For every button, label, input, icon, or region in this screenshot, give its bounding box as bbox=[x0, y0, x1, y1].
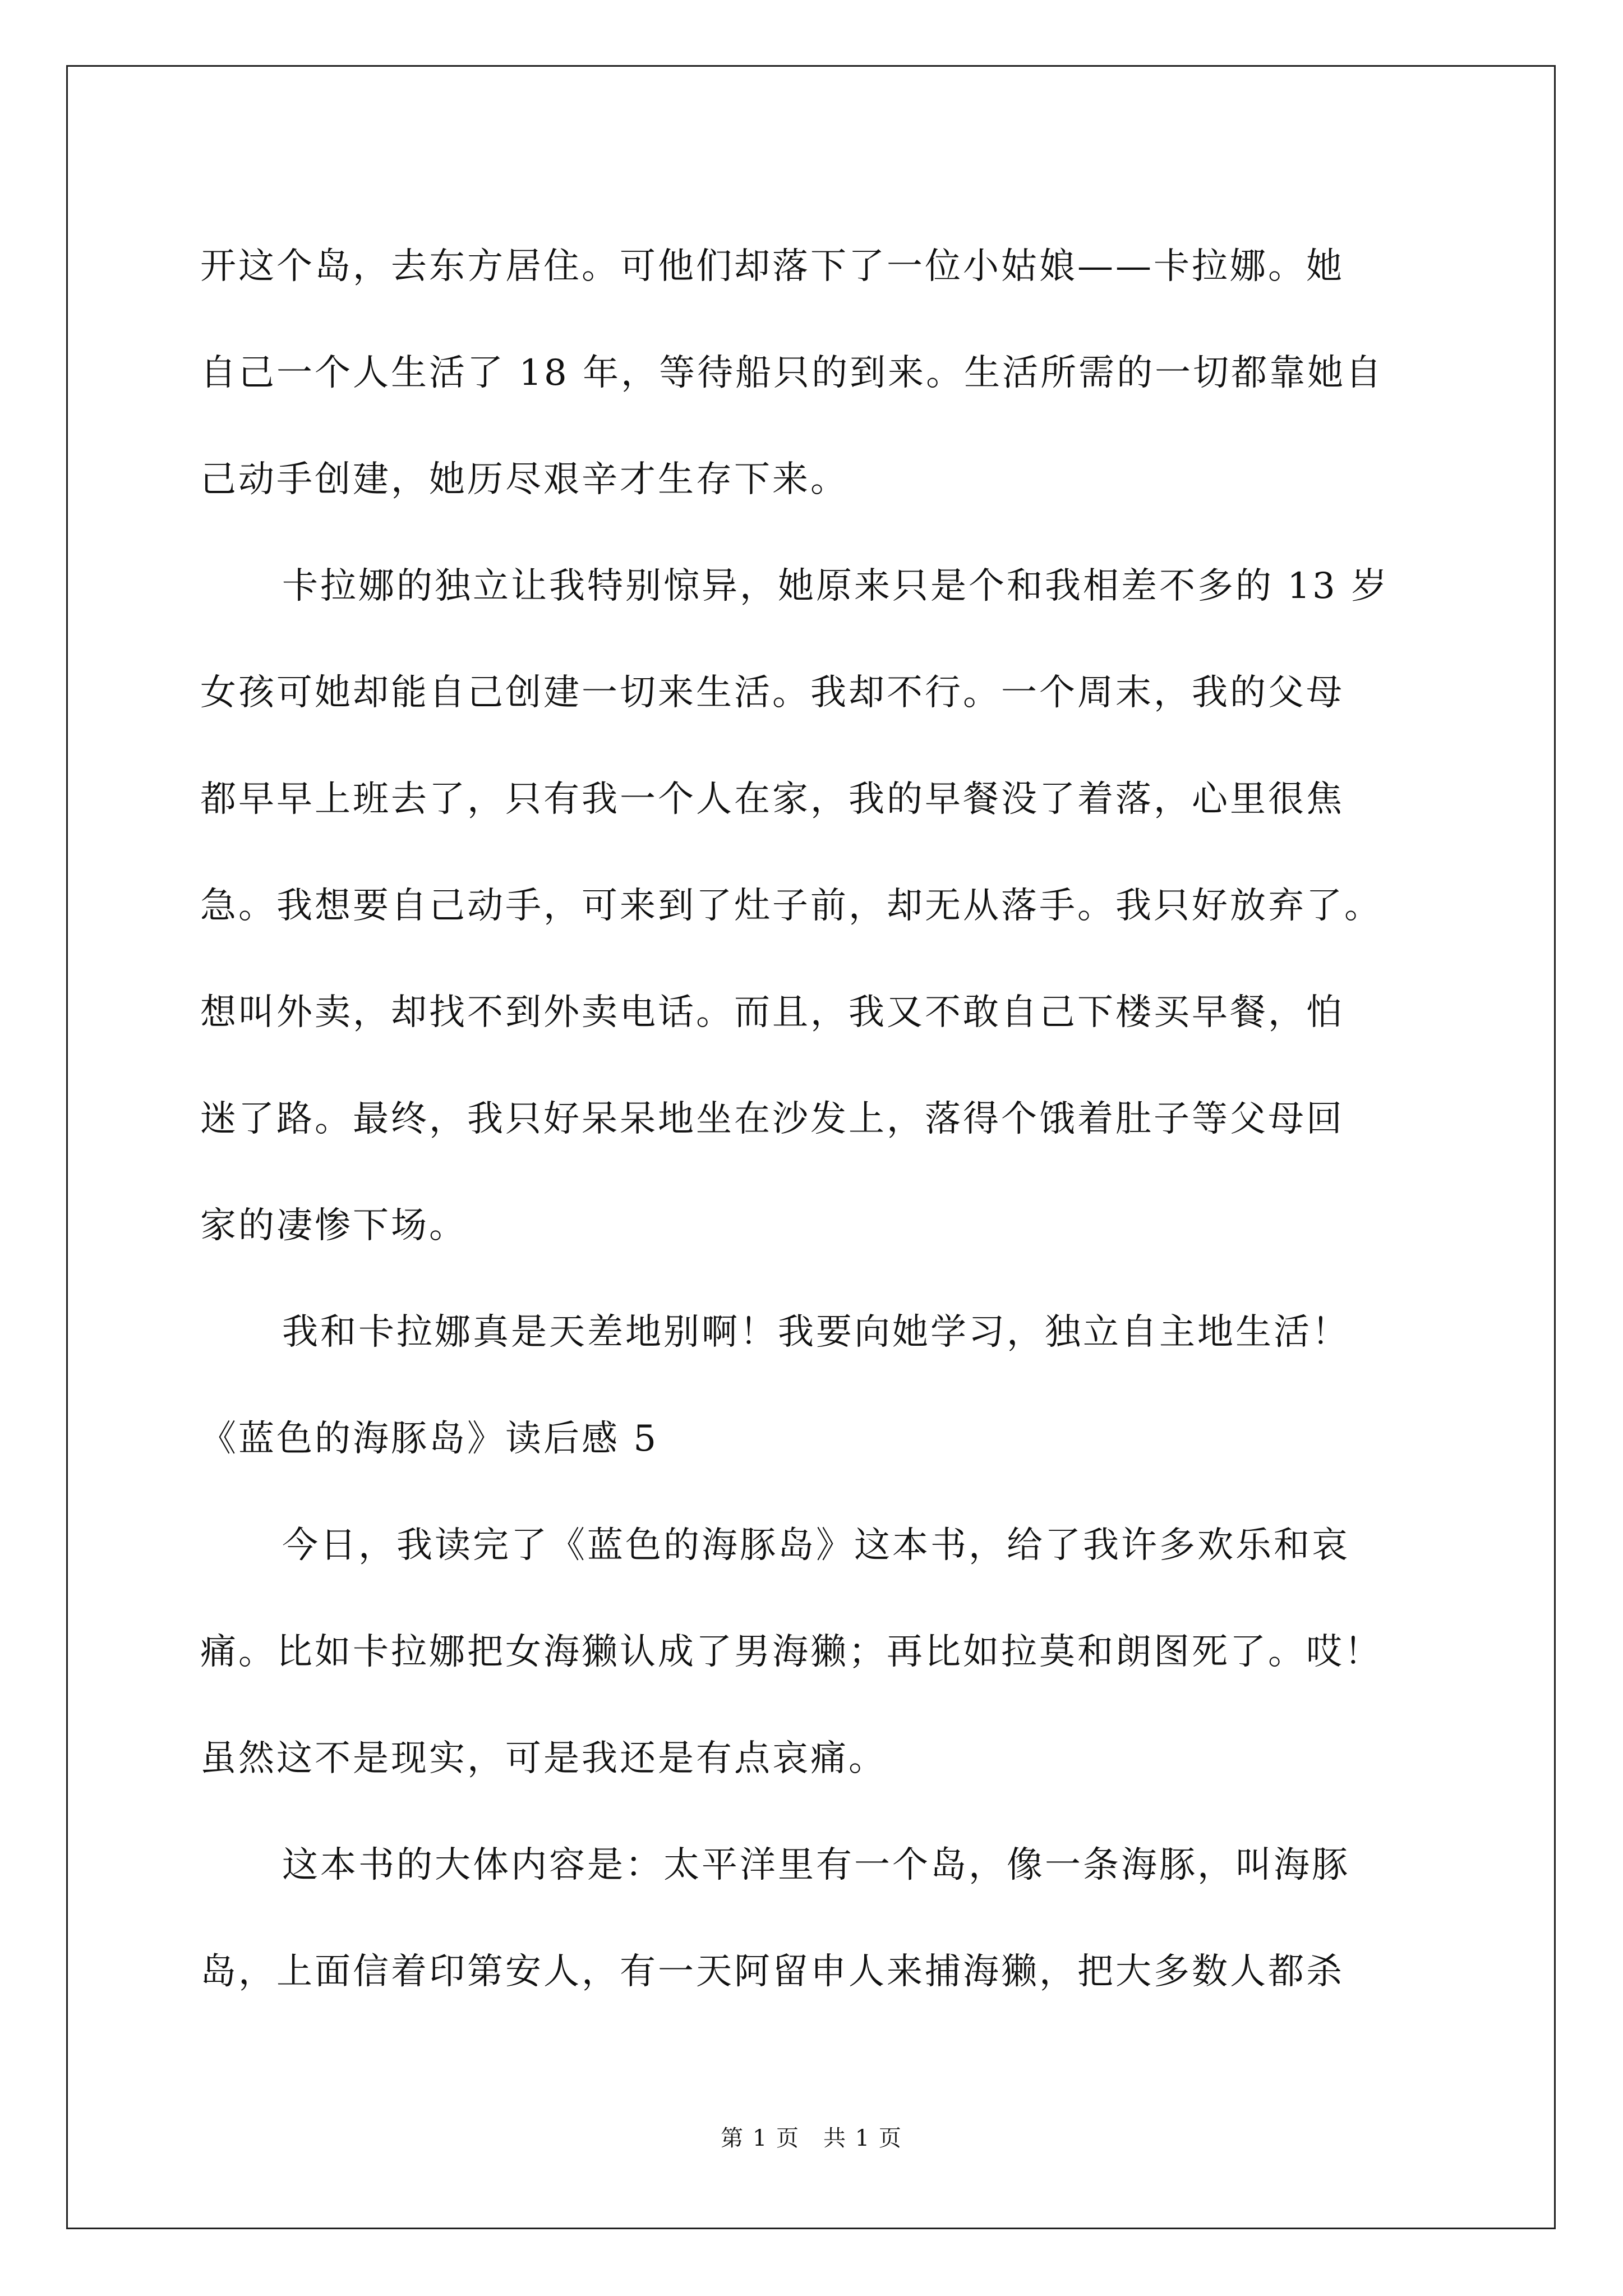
text-line: 都早早上班去了，只有我一个人在家，我的早餐没了着落，心里很焦 bbox=[200, 779, 1344, 820]
text-line: 迷了路。最终，我只好呆呆地坐在沙发上，落得个饿着肚子等父母回 bbox=[200, 1098, 1344, 1140]
text-line: 女孩可她却能自己创建一切来生活。我却不行。一个周末，我的父母 bbox=[200, 672, 1344, 714]
text-line: 急。我想要自己动手，可来到了灶子前，却无从落手。我只好放弃了。 bbox=[200, 885, 1382, 927]
text-line: 己动手创建，她历尽艰辛才生存下来。 bbox=[200, 459, 849, 500]
text-line: 虽然这不是现实，可是我还是有点哀痛。 bbox=[200, 1738, 887, 1779]
text-line: 痛。比如卡拉娜把女海獭认成了男海獭；再比如拉莫和朗图死了。哎！ bbox=[200, 1631, 1382, 1673]
paragraph-start-line: 今日，我读完了《蓝色的海豚岛》这本书，给了我许多欢乐和哀 bbox=[282, 1525, 1350, 1566]
text-line: 开这个岛，去东方居住。可他们却落下了一位小姑娘——卡拉娜。她 bbox=[200, 246, 1344, 287]
text-line: 岛，上面信着印第安人，有一天阿留申人来捕海獭，把大多数人都杀 bbox=[200, 1951, 1344, 1993]
paragraph-start-line: 卡拉娜的独立让我特别惊异，她原来只是个和我相差不多的 13 岁 bbox=[282, 565, 1390, 607]
text-line: 自己一个人生活了 18 年，等待船只的到来。生活所需的一切都靠她自 bbox=[200, 352, 1384, 394]
paragraph-start-line: 这本书的大体内容是：太平洋里有一个岛，像一条海豚，叫海豚 bbox=[282, 1844, 1350, 1886]
paragraph-start-line: 我和卡拉娜真是天差地别啊！我要向她学习，独立自主地生活！ bbox=[282, 1312, 1350, 1353]
page-footer: 第 1 页 共 1 页 bbox=[721, 2125, 902, 2151]
text-line: 想叫外卖，却找不到外卖电话。而且，我又不敢自己下楼买早餐，怕 bbox=[200, 992, 1344, 1033]
text-line: 家的凄惨下场。 bbox=[200, 1205, 467, 1246]
document-body bbox=[200, 213, 1434, 2025]
section-heading: 《蓝色的海豚岛》读后感 5 bbox=[200, 1418, 659, 1460]
